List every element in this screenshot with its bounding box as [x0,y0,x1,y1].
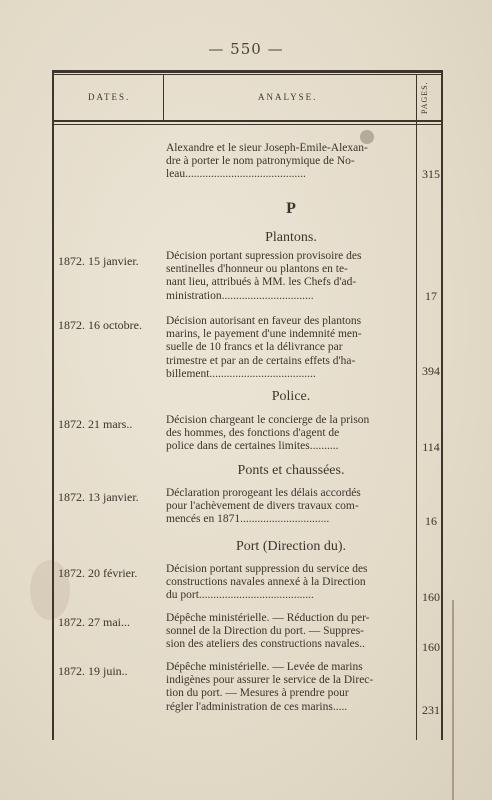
analysis-line: régler l'administration de ces marins..... [166,700,348,713]
analysis-line: sonnel de la Direction du port. — Suppres- [166,625,365,638]
entry-date: 1872. 15 janvier. [58,254,139,268]
page-ref: 160 [422,590,440,604]
header-dates: DATES. [88,92,131,102]
analysis-line: Décision portant suppression du service des [166,563,368,575]
analysis-line: mencés en 1871............................... [166,513,330,526]
analysis-line: suelle de 10 francs et la délivrance par [166,341,343,354]
entry-analysis [166,661,416,714]
analysis-line: billement..................................... [166,367,316,380]
analysis-line: Dépêche ministérielle. — Levée de marins [166,661,363,673]
analysis-line: dre à porter le nom patronymique de No- [166,155,355,168]
analysis-line: Décision autorisant en faveur des plantons [166,315,362,327]
analysis-line: marins, le payement d'une indemnité men- [166,328,362,341]
analysis-line: Déclaration prorogeant les délais accordés [166,487,361,499]
page-edge-shadow [452,600,454,800]
analysis-line: Alexandre et le sieur Joseph-Émile-Alexan- [166,142,368,154]
section-title: Port (Direction du). [235,539,347,554]
continuation-entry [166,142,416,182]
table-top-rule-thin [52,74,442,75]
analysis-line: ministration................................ [166,289,314,302]
page-ref: 315 [422,167,440,181]
page-ref: 231 [422,703,440,717]
analysis-line: trimestre et par an de certains effets d'ha- [166,354,356,367]
entry-date: 1872. 27 mai... [58,615,130,629]
header-bottom-rule-thin [52,124,442,125]
table-top-rule [52,70,442,73]
pages-column-divider [416,75,417,740]
analysis-line: police dans de certaines limites.......... [166,440,339,453]
page-ref: 394 [422,364,440,378]
header-bottom-rule [52,120,442,122]
analysis-line: pour l'achèvement de divers travaux com- [166,500,359,513]
entry-analysis [166,414,416,454]
entry-date: 1872. 19 juin.. [58,664,128,678]
entry-date: 1872. 20 février. [58,566,138,580]
page-number: — 550 — [208,40,284,58]
header-analysis: ANALYSE. [258,92,318,102]
page-ref: 160 [422,640,440,654]
page-ref: 114 [422,440,440,454]
entry-analysis [166,250,416,303]
entry-date: 1872. 21 mars.. [58,417,133,431]
analysis-line: du port........................................ [166,589,314,602]
header-pages: PAGES. [420,81,429,115]
page-ref: 16 [425,514,437,528]
entry-date: 1872. 16 octobre. [58,318,142,332]
entry-analysis [166,487,416,527]
entry-analysis [166,315,416,381]
entry-analysis [166,563,416,603]
analysis-line: indigènes pour assurer le service de la Direc- [166,674,374,687]
analysis-line: constructions navales annexé à la Direction [166,576,366,589]
analysis-line: leau.......................................... [166,168,306,181]
entry-analysis [166,612,416,652]
analysis-line: Décision chargeant le concierge de la prison [166,414,370,426]
date-column-divider [163,75,164,120]
entry-date: 1872. 13 janvier. [58,490,139,504]
analysis-line: tion du port. — Mesures à prendre pour [166,687,349,700]
analysis-line: nant lieu, attribués à MM. les Chefs d'ad- [166,276,357,289]
section-title: Plantons. [265,230,317,245]
analysis-line: sentinelles d'honneur ou plantons en te- [166,263,348,276]
section-letter: P [286,200,296,217]
analysis-line: sion des ateliers des constructions navales.. [166,638,365,651]
section-title: Ponts et chaussées. [237,463,345,478]
section-title: Police. [271,389,311,404]
analysis-line: des hommes, des fonctions d'agent de [166,427,340,440]
table-left-border [52,70,54,740]
analysis-line: Dépêche ministérielle. — Réduction du per- [166,612,370,624]
page-ref: 17 [425,289,437,303]
analysis-line: Décision portant supression provisoire des [166,250,362,262]
